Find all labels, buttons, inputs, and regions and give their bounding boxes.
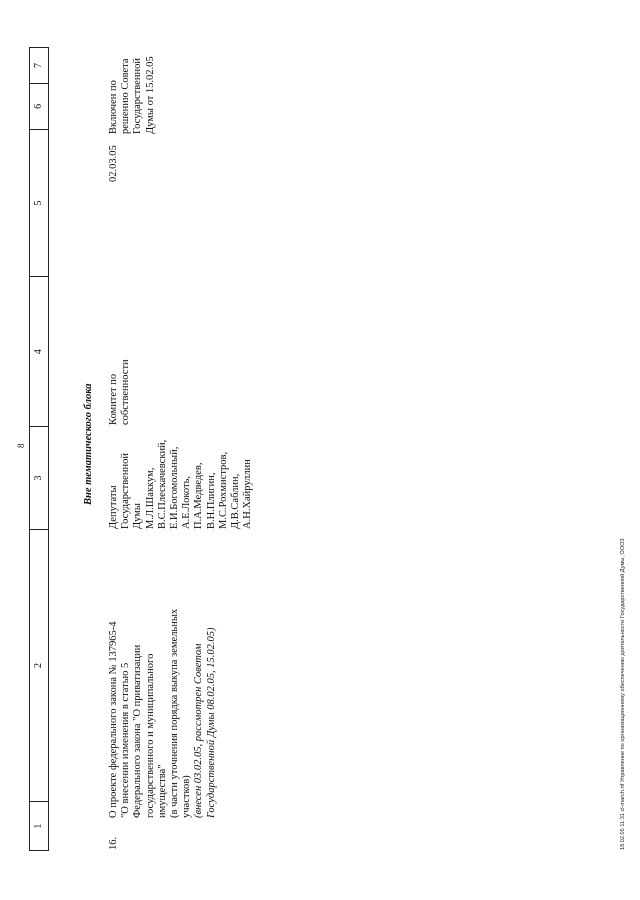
column-header-5: 5: [30, 129, 48, 277]
column-header-2: 2: [30, 529, 48, 801]
remark-line: Включен по: [108, 80, 119, 134]
consideration-date-cell: [108, 145, 120, 182]
initiator-line: М.Л.Шаккум,: [144, 467, 156, 529]
description-line: "О внесении изменения в статью 5: [120, 662, 132, 818]
initiator-line: П.А.Медведев,: [193, 462, 205, 529]
submission-note-line: (внесен 03.02.05, рассмотрен Советом: [193, 643, 205, 818]
committee-line: Комитет по: [108, 373, 119, 425]
initiator-line: А.Е.Локоть,: [181, 475, 193, 529]
committee-line: собственности: [120, 359, 132, 425]
committee-cell: [108, 359, 132, 425]
description-line: (в части уточнения порядка выкупа земельных: [169, 608, 181, 818]
document-footer: 18.02.05 11:31 cl-march.rtf Управление по организационному обеспечению деятельности Государственной Думы, ООО3: [620, 538, 626, 850]
column-header-6: 6: [30, 83, 48, 129]
column-header-row: [29, 47, 49, 851]
initiator-line: А.Н.Хайруллин: [242, 459, 254, 529]
initiator-line: В.С.Плескачевский,: [156, 439, 168, 529]
section-title: Вне тематического блока: [83, 383, 94, 505]
description-line: участков): [181, 775, 193, 818]
bill-description-cell: [108, 609, 218, 818]
initiator-line: Депутаты: [108, 485, 119, 529]
description-line: имущества": [156, 764, 168, 818]
row-number-cell: [108, 837, 120, 850]
remark-line: решению Совета: [120, 58, 132, 134]
column-header-3: 3: [30, 426, 48, 529]
remark-line: Государственной: [132, 58, 144, 134]
initiator-line: М.С.Рохмистров,: [217, 451, 229, 529]
initiator-line: Думы: [132, 503, 144, 529]
remark-line: Думы от 15.02.05: [144, 56, 156, 134]
page-number: 8: [16, 443, 26, 448]
initiators-cell: [108, 440, 254, 529]
initiator-line: Д.В.Саблин,: [230, 473, 242, 529]
description-line: О проекте федерального закона № 137965-4: [108, 621, 119, 818]
submission-note-line: Государственной Думы 08.02.05, 15.02.05): [205, 627, 217, 818]
consideration-date: 02.03.05: [108, 145, 119, 182]
description-line: Федерального закона "О приватизации: [132, 644, 144, 818]
initiator-line: Государственной: [120, 453, 132, 529]
column-header-1: 1: [30, 801, 48, 850]
remark-cell: [108, 56, 157, 134]
row-number: 16.: [108, 836, 119, 850]
initiator-line: В.Н.Плигин,: [205, 472, 217, 529]
initiator-line: Е.И.Богомольный,: [169, 446, 181, 529]
column-header-4: 4: [30, 276, 48, 426]
description-line: государственного и муниципального: [144, 653, 156, 818]
column-header-7: 7: [33, 62, 44, 68]
